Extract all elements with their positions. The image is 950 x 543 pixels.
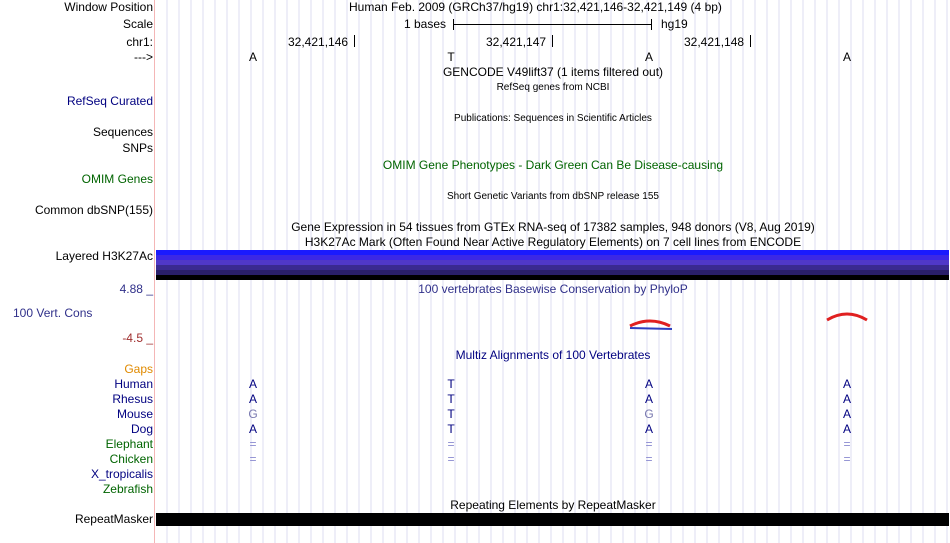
- multiz-track-title[interactable]: Multiz Alignments of 100 Vertebrates: [455, 348, 651, 362]
- window-position-text[interactable]: Human Feb. 2009 (GRCh37/hg19) chr1:32,421,146-32,421,149 (4 bp): [349, 0, 722, 14]
- alignment-base: T: [447, 377, 455, 391]
- coord-1: 32,421,146: [288, 35, 349, 49]
- alignment-base: =: [645, 437, 653, 451]
- gencode-track-title[interactable]: GENCODE V49lift37 (1 items filtered out): [442, 65, 664, 79]
- scale-bar: [453, 24, 652, 25]
- h3k27ac-track-title[interactable]: H3K27Ac Mark (Often Found Near Active Regulatory Elements) on 7 cell lines from ENCODE: [304, 235, 802, 249]
- h3k27ac-signal-bar[interactable]: [156, 250, 949, 280]
- alignment-base: A: [842, 377, 851, 391]
- sequence-base-2: T: [447, 50, 455, 64]
- label-column-divider: [154, 0, 155, 543]
- coord-tick-2: [552, 35, 553, 47]
- species-label[interactable]: Zebrafish: [102, 482, 153, 496]
- alignment-base: T: [447, 422, 455, 436]
- alignment-base: =: [843, 452, 851, 466]
- gaps-label[interactable]: Gaps: [124, 362, 153, 376]
- alignment-base: =: [843, 437, 851, 451]
- alignment-base: T: [447, 392, 455, 406]
- scale-bar-left-cap: [453, 19, 454, 30]
- alignment-base: A: [248, 422, 257, 436]
- h3k27ac-band: [156, 275, 949, 280]
- omim-genes-label[interactable]: OMIM Genes: [81, 172, 153, 186]
- alignment-base: =: [249, 452, 257, 466]
- sequence-base-3: A: [644, 50, 653, 64]
- publications-track-title[interactable]: Publications: Sequences in Scientific Articles: [454, 113, 652, 124]
- alignment-base: =: [645, 452, 653, 466]
- species-label[interactable]: Elephant: [105, 437, 153, 451]
- species-label[interactable]: X_tropicalis: [90, 467, 153, 481]
- phylop-peak-4: [822, 308, 872, 324]
- alignment-base: =: [447, 452, 455, 466]
- species-label[interactable]: Mouse: [116, 407, 153, 421]
- repeatmasker-label[interactable]: RepeatMasker: [74, 512, 153, 526]
- conservation-min-label: -4.5 _: [122, 331, 153, 345]
- layered-h3k27ac-label[interactable]: Layered H3K27Ac: [55, 249, 153, 263]
- window-position-label: Window Position: [64, 0, 153, 14]
- alignment-base: A: [248, 377, 257, 391]
- sequence-base-1: A: [248, 50, 257, 64]
- species-label[interactable]: Dog: [130, 422, 153, 436]
- chrom-label: chr1:: [126, 35, 153, 49]
- phylop-peak-3: [620, 314, 680, 334]
- coord-3: 32,421,148: [684, 35, 745, 49]
- alignment-base: A: [842, 407, 851, 421]
- dbsnp-track-title[interactable]: Short Genetic Variants from dbSNP release 155: [447, 191, 659, 202]
- alignment-base: G: [644, 407, 654, 421]
- gtex-track-title[interactable]: Gene Expression in 54 tissues from GTEx RNA-seq of 17382 samples, 948 donors (V8, Aug 2019): [291, 220, 815, 234]
- coord-tick-1: [354, 35, 355, 47]
- vert-cons-label[interactable]: 100 Vert. Cons: [13, 306, 93, 320]
- conservation-track-title[interactable]: 100 vertebrates Basewise Conservation by PhyloP: [418, 282, 688, 296]
- alignment-base: A: [842, 422, 851, 436]
- scale-right-text: hg19: [661, 17, 688, 31]
- alignment-base: A: [248, 392, 257, 406]
- alignment-base: G: [248, 407, 258, 421]
- species-label[interactable]: Human: [114, 377, 153, 391]
- omim-track-title[interactable]: OMIM Gene Phenotypes - Dark Green Can Be Disease-causing: [382, 158, 724, 172]
- alignment-base: T: [447, 407, 455, 421]
- common-dbsnp-label[interactable]: Common dbSNP(155): [34, 203, 153, 217]
- conservation-max-label: 4.88 _: [119, 282, 153, 296]
- snps-label[interactable]: SNPs: [122, 141, 153, 155]
- alignment-base: A: [842, 392, 851, 406]
- scale-left-text: 1 bases: [404, 17, 447, 31]
- alignment-base: =: [447, 437, 455, 451]
- repeatmasker-bar[interactable]: [156, 513, 949, 526]
- coord-2: 32,421,147: [486, 35, 547, 49]
- scale-label: Scale: [122, 17, 153, 31]
- strand-label: --->: [134, 50, 153, 64]
- scale-bar-right-cap: [651, 19, 652, 30]
- alignment-base: A: [644, 422, 653, 436]
- alignment-base: A: [644, 392, 653, 406]
- species-label[interactable]: Chicken: [109, 452, 153, 466]
- sequences-label[interactable]: Sequences: [92, 125, 153, 139]
- repeatmasker-track-title[interactable]: Repeating Elements by RepeatMasker: [450, 498, 656, 512]
- sequence-base-4: A: [842, 50, 851, 64]
- species-label[interactable]: Rhesus: [112, 392, 153, 406]
- alignment-base: =: [249, 437, 257, 451]
- refseq-curated-label[interactable]: RefSeq Curated: [66, 94, 153, 108]
- alignment-base: A: [644, 377, 653, 391]
- coord-tick-3: [750, 35, 751, 47]
- refseq-track-subtitle[interactable]: RefSeq genes from NCBI: [496, 82, 610, 93]
